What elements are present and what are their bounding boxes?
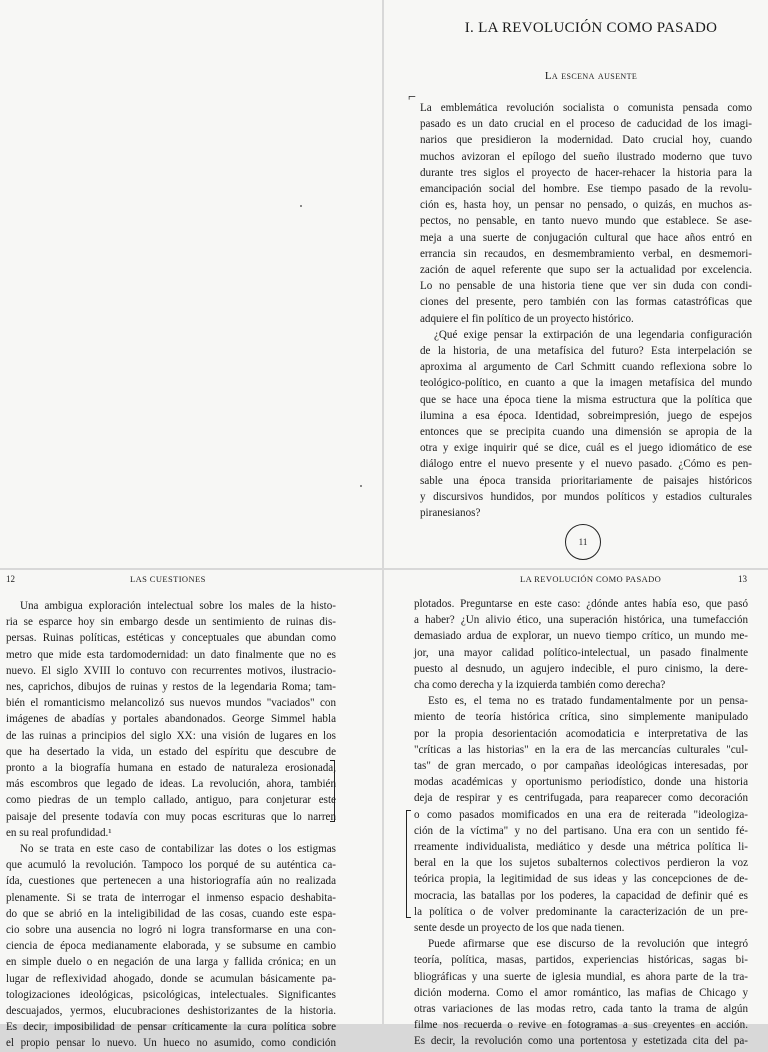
text-line: teoría, política, masas, partidos, experiencias históricas, sagas bi- [414, 954, 748, 967]
scan-speck [300, 205, 302, 207]
text-line: otra y exige inquirir qué se dice, cuál es el juego idiomático de ese [420, 442, 752, 455]
text-line: ria se esparce hoy sin embargo desde un sentimiento de ruinas dis- [6, 616, 336, 629]
text-line: dición moderna. Como el amor romántico, las mafias de Chicago y [414, 986, 748, 999]
text-line: Esto es, el tema no es tratado fundamentalmente por un pensa- [428, 695, 748, 708]
text-line: meja a una suerte de conjugación cultural que hace años entró en [420, 231, 752, 244]
text-line: paisaje del presente todavía con muy pocas escrituras que lo narren [6, 810, 336, 823]
margin-bracket-mark [406, 810, 411, 918]
text-line: que se hace una época tiene la misma estructura que la política que [420, 393, 752, 406]
text-line: metro que mide esta tardomodernidad: un dato finalmente que no es [6, 648, 336, 661]
text-line: puesto al desnudo, un agujero indecible, el puro cinismo, la dere- [414, 662, 748, 675]
text-line: pectos, no pensable, en tanto nuevo mundo que establece. Se ase- [420, 215, 752, 228]
text-line: que ha desertado la vida, un estado del espíritu que descubre de [6, 745, 336, 758]
text-line: que acumuló la revolución. Tampoco los porqué de su auténtica ca- [6, 859, 336, 872]
text-line: lugar de reflexividad ahogado, donde se acumulan básicamente pa- [6, 972, 336, 985]
text-line: cha como derecha y la izquierda también como derecha? [414, 679, 666, 692]
text-line: filme nos recuerda o revive en fotogramas a sus creyentes en acción. [414, 1019, 748, 1032]
text-line: ciones del presente, pero también con las formas catastróficas que [420, 296, 752, 309]
page-13-body [414, 596, 748, 1050]
scan-speck [360, 485, 362, 487]
chapter-title: I. LA REVOLUCIÓN COMO PASADO [464, 20, 718, 36]
text-line: entonces que se precipita cuando una dimensión se apropia de la [420, 426, 752, 439]
text-line: mocracia, las batallas por los poderes, la capacidad de definir qué es [414, 889, 748, 902]
text-line: descuajados, yermos, elucubraciones deshistorizantes de la historia. [6, 1005, 336, 1018]
text-line: ciencia de época medianamente elaborada, y se subsume en cambio [6, 940, 336, 953]
text-line: modas académicas y oportunismo periodístico, donde una historia [414, 776, 748, 789]
text-line: sable una época transida prioritariamente de paisajes históricos [420, 474, 752, 487]
text-line: No se trata en este caso de contabilizar las dotes o los estigmas [20, 843, 336, 856]
text-line: muchos avizoran el epílogo del sueño ilustrado moderno que tuvo [420, 150, 752, 163]
text-line: ción de la víctima" y no del partisano. Una era con un sentido fé- [414, 824, 748, 837]
text-line: Puede afirmarse que ese discurso de la revolución que integró [428, 938, 748, 951]
text-line: miento de teoría histórica crítica, sino simplemente manipulado [414, 711, 748, 724]
page-number: 12 [6, 574, 15, 584]
text-line: aproxima al argumento de Carl Schmitt cuando reflexiona sobre lo [420, 361, 752, 374]
page-12-body [6, 598, 336, 1052]
text-line: plenamente. Si se trata de interrogar el inmenso espacio deshabita- [6, 891, 336, 904]
text-line: "críticas a las historias" en la era de las mercancías culturales "cul- [414, 743, 748, 756]
running-head: LAS CUESTIONES [130, 574, 206, 584]
blank-page [0, 0, 382, 568]
text-line: Una ambigua exploración intelectual sobre los males de la histo- [20, 600, 336, 612]
text-line: ída, cuestiones que pertenecen a una historiografía aún no realizada [6, 875, 336, 888]
text-line: o como pasados momificados en una era de reiterada "ideologiza- [414, 808, 748, 821]
text-line: plotados. Preguntarse en este caso: ¿dónde antes había eso, que pasó [414, 598, 748, 610]
text-line: Es decir, la revolución como una portentosa y estetizada cita del pa- [414, 1035, 748, 1048]
text-line: emancipación social del hombre. Ese tiempo pasado de la revolu- [420, 183, 752, 196]
page-number: 13 [738, 574, 747, 584]
text-line: otras variaciones de las modas retro, cada tanto la trama de algún [414, 1003, 748, 1016]
text-line: a haber? ¿Un alivio ético, una superación histórica, una tumefacción [414, 614, 748, 627]
text-line: jor, una mayor calidad político-intelectual, un pasado finalmente [414, 646, 748, 659]
running-head: LA REVOLUCIÓN COMO PASADO [520, 574, 662, 584]
page-13 [384, 570, 768, 1048]
text-line: teológico-político, en cuanto a que la imagen metafísica del mundo [420, 377, 752, 390]
text-line: de la historia, de una metafísica del futuro? Esta interpelación se [420, 345, 752, 358]
text-line: beral en la que los sujetos subalternos colectivos perdieron la voz [414, 857, 748, 870]
text-line: ción es, hasta hoy, un pensar no pensado, o quizás, en muchos as- [420, 199, 752, 212]
text-line: nes, caprichos, dibujos de ruinas y restos de la legendaria Roma; tam- [6, 681, 336, 694]
page-11-body [420, 100, 752, 521]
text-line: imágenes de abadías y portales abandonados. George Simmel habla [6, 713, 336, 726]
text-line: por la propia desorientación acomodaticia e interpretativa de las [414, 727, 748, 740]
text-line: persas. Ruinas políticas, estéticas y conceptuales que abundan como [6, 632, 336, 645]
text-line: La emblemática revolución socialista o comunista pensada como [420, 102, 752, 114]
text-line: como piedras de un templo callado, antiguo, para conjeturar este [6, 794, 336, 807]
text-line: ¿Qué exige pensar la extirpación de una legendaria configuración [434, 328, 752, 341]
text-line: más escombros que legado de ideas. La revolución, ahora, también [6, 778, 336, 791]
text-line: rreamente individualista, mediático y desde una métrica política li- [414, 841, 748, 854]
text-line: errancia sin recaudos, en desmembramiento verbal, en desmemori- [420, 247, 752, 260]
text-line: cio sobre una ausencia no logró ni logra transformarse en una con- [6, 924, 336, 937]
text-line: de las ruinas a principios del siglo XX: una visión de lugares en los [6, 729, 336, 742]
text-line: bliográficas y una suerte de iglesia mundial, es ahora parte de la tra- [414, 970, 748, 983]
page-number: 11 [565, 524, 601, 560]
text-line: piranesianos? [420, 507, 481, 520]
text-line: diálogo entre el nuevo presente y el nuevo pasado. ¿Cómo es pen- [420, 458, 752, 471]
text-line: el propio pensar lo nuevo. Un hueco no asumido, como condición [6, 1037, 336, 1050]
text-line: deja de respirar y es centrifugada, para reaparecer como decoración [414, 792, 748, 805]
page-11 [384, 0, 768, 568]
text-line: demasiado ardua de explorar, un nuevo tiempo crítico, un mundo me- [414, 630, 748, 643]
section-heading: La escena ausente [544, 70, 638, 82]
text-line: tologizaciones ideológicas, psicológicas, intelectuales. Significantes [6, 988, 336, 1001]
text-line: en simple duelo o en negación de una larga y fallida crónica; en un [6, 956, 336, 969]
text-line: en su real profundidad.¹ [6, 826, 112, 839]
text-line: teórica propia, la legitimidad de sus ideas y las concepciones de de- [414, 873, 748, 886]
text-line: do que se abrió en la inteligibilidad de las cosas, cuando este espa- [6, 907, 336, 920]
text-line: la política o de volver predominante la caracterización de un pre- [414, 905, 748, 918]
text-line: adquiere el fin político de un proyecto histórico. [420, 312, 634, 325]
text-line: y discursivos hundidos, por mundos políticos y estadios culturales [420, 490, 752, 503]
text-line: durante tres siglos el proyecto de hacer-rehacer la historia para la [420, 166, 752, 179]
text-line: tas" de gran mercado, o por campañas ideológicas interesadas, por [414, 760, 748, 773]
text-line: sente desde un proyecto de los que nada tienen. [414, 922, 625, 935]
text-line: Lo no pensable de una historia tiene que ver sin duda con condi- [420, 280, 752, 293]
margin-bracket-mark: ⌐ [408, 90, 416, 105]
text-line: pasado es un dato crucial en el proceso de caducidad de los imagi- [420, 118, 752, 131]
text-line: Es decir, imposibilidad de pensar críticamente la cura política sobre [6, 1021, 336, 1034]
text-line: nuevo. El siglo XVIII lo contuvo con recurrentes motivos, ilustracio- [6, 664, 336, 677]
text-line: zación de aquel referente que supo ser la actualidad por excelencia. [420, 264, 752, 277]
text-line: pronto a la biografía humana en estado de naturaleza erosionada, [6, 762, 336, 775]
page-12 [0, 570, 382, 1050]
text-line: narios que presidieron la modernidad. Dato crucial hoy, cuando [420, 134, 752, 147]
text-line: ilumina a esa época. Identidad, sobreimpresión, juego de espejos [420, 409, 752, 422]
text-line: bién el romanticismo melancolizó sus nuevos mundos "vaciados" con [6, 697, 336, 710]
